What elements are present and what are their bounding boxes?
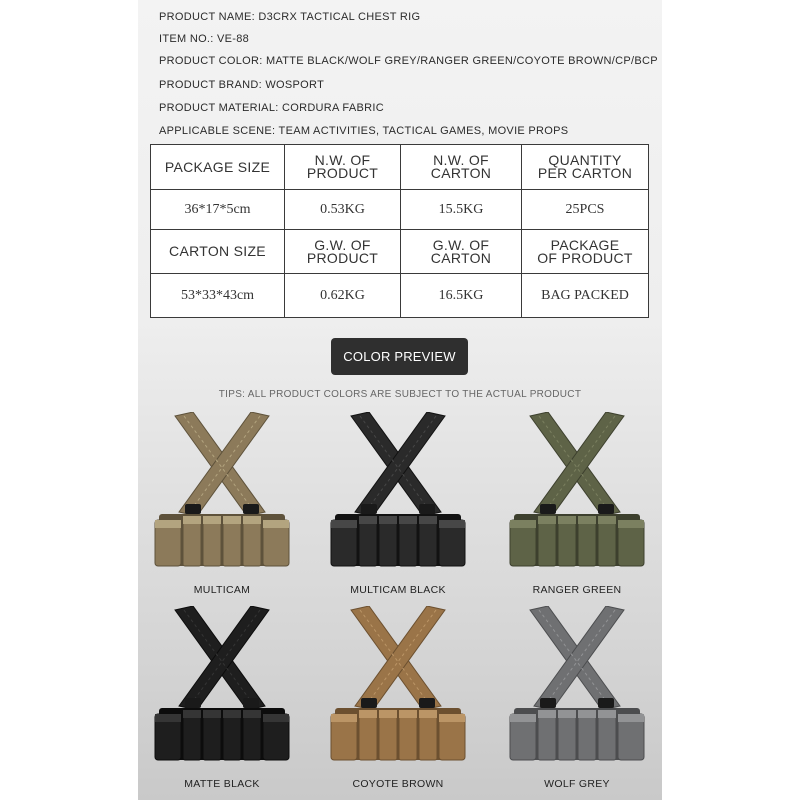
header-quantity-per-carton: QUANTITY PER CARTON [522,145,649,190]
color-item [137,606,307,796]
spec-product-material: PRODUCT MATERIAL: CORDURA FABRIC [159,102,384,114]
header-carton-size: CARTON SIZE [151,230,285,274]
color-label: MULTICAM [193,584,251,596]
color-item [492,412,662,602]
value-nw-product: 0.53KG [285,190,401,230]
color-label: COYOTE BROWN [352,778,444,790]
color-label: WOLF GREY [544,778,610,790]
value-carton-size: 53*33*43cm [151,274,285,318]
color-item [313,606,483,796]
header-gw-product: G.W. OF PRODUCT [285,230,401,274]
spec-product-brand: PRODUCT BRAND: WOSPORT [159,79,325,91]
table-header-row [151,230,649,274]
value-quantity-per-carton: 25PCS [522,190,649,230]
chest-rig-image [313,606,483,776]
color-preview-button[interactable]: COLOR PREVIEW [331,338,468,375]
chest-rig-image [137,606,307,776]
color-label: RANGER GREEN [532,584,622,596]
header-nw-product: N.W. OF PRODUCT [285,145,401,190]
value-gw-carton: 16.5KG [401,274,522,318]
color-label: MULTICAM BLACK [350,584,446,596]
value-nw-carton: 15.5KG [401,190,522,230]
table-header-row [151,145,649,190]
table-row [151,190,649,230]
header-package-size: PACKAGE SIZE [151,145,285,190]
chest-rig-image [492,412,662,582]
value-package-of-product: BAG PACKED [522,274,649,318]
chest-rig-image [313,412,483,582]
table-row [151,274,649,318]
spec-product-color: PRODUCT COLOR: MATTE BLACK/WOLF GREY/RANGER GREEN/COYOTE BROWN/CP/BCP [159,55,658,67]
spec-item-no: ITEM NO.: VE-88 [159,33,250,45]
color-item [137,412,307,602]
header-package-of-product: PACKAGE OF PRODUCT [522,230,649,274]
spec-product-name: PRODUCT NAME: D3CRX TACTICAL CHEST RIG [159,11,421,23]
chest-rig-image [492,606,662,776]
spec-applicable-scene: APPLICABLE SCENE: TEAM ACTIVITIES, TACTICAL GAMES, MOVIE PROPS [159,125,569,137]
color-item [313,412,483,602]
chest-rig-image [137,412,307,582]
value-gw-product: 0.62KG [285,274,401,318]
header-gw-carton: G.W. OF CARTON [401,230,522,274]
header-nw-carton: N.W. OF CARTON [401,145,522,190]
tips-text: TIPS: ALL PRODUCT COLORS ARE SUBJECT TO THE ACTUAL PRODUCT [218,389,582,400]
packaging-table [150,144,649,318]
color-label: MATTE BLACK [184,778,260,790]
color-item [492,606,662,796]
value-package-size: 36*17*5cm [151,190,285,230]
